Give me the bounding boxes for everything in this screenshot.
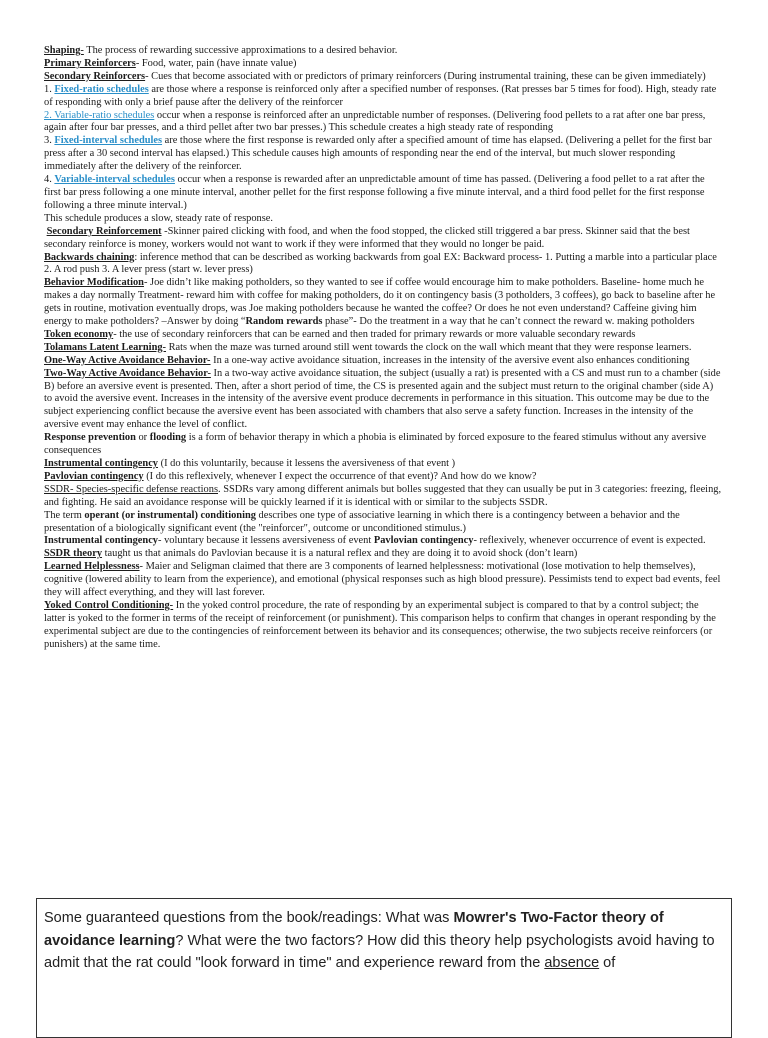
- operant-conditioning-entry: The term operant (or instrumental) conditioning describes one type of associative learning in which there is a contingency between a behavior and the presentation of a biologically significant event (the "reinforcer", outcome or unconditioned stimulus.): [44, 509, 680, 534]
- latent-learning-entry: Tolamans Latent Learning- Rats when the maze was turned around still went towards the clock on the wall which meant that they were response learners.: [44, 341, 692, 353]
- primary-reinforcers-term: Primary Reinforcers: [44, 57, 136, 69]
- latent-learning-term: Tolamans Latent Learning-: [44, 341, 167, 353]
- yoked-control-entry: Yoked Control Conditioning- In the yoked control procedure, the rate of responding by an experimental subject is compared to that by a control subject; the latter is yoked to the former in terms of the receipt of reinforcement (or punishment). This comparison helps to confirm that changes in operant responding by the experimental subject are due to the contingencies of reinforcement between its behavior and its consequences; otherwise, the two subjects receive reinforcers (or punishers) at the same time.: [44, 599, 716, 650]
- two-way-avoidance-term: Two-Way Active Avoidance Behavior-: [44, 367, 211, 379]
- flooding-entry: Response prevention or flooding is a form of behavior therapy in which a phobia is eliminated by forced exposure to the feared stimulus without any aversive consequences: [44, 432, 707, 457]
- variable-interval-entry: 4. Variable-interval schedules occur when a response is rewarded after an unpredictable amount of time has passed. (Delivering a food pellet to a rat after the first bar press following a one minute interval, another pellet for the first response following a five minute interval, and a third food pellet for the first response following a three minute interval.): [44, 174, 705, 211]
- one-way-avoidance-term: One-Way Active Avoidance Behavior-: [44, 354, 211, 366]
- pavlovian-contingency-bold: Pavlovian contingency: [373, 535, 474, 547]
- notes-page: [44, 45, 722, 652]
- variable-interval-link[interactable]: Variable-interval schedules: [54, 174, 175, 186]
- fixed-ratio-entry: 1. Fixed-ratio schedules are those where a response is reinforced only after a specified number of responses. (Rat presses bar 5 times for food). High, steady rate of responding with only a brief pause after the delivery of the reinforcer: [44, 83, 717, 108]
- instrumental-contingency-bold: Instrumental contingency: [44, 535, 159, 547]
- variable-interval-note: This schedule produces a slow, steady rate of response.: [44, 212, 274, 224]
- random-rewards-phrase: Random rewards: [245, 316, 323, 328]
- yoked-control-term: Yoked Control Conditioning-: [44, 599, 174, 611]
- fixed-interval-entry: 3. Fixed-interval schedules are those where the first response is rewarded only after a specified amount of time has elapsed. (Delivering a pellet for the first bar press after a 30 second interval has elapsed.) This schedule causes high amounts of responding near the end of the interval, but much slower responding immediately after the delivery of the reinforcer.: [44, 135, 712, 173]
- shaping-term: Shaping-: [44, 45, 84, 56]
- secondary-reinforcers-entry: Secondary Reinforcers- Cues that become associated with or predictors of primary reinforcers (During instrumental training, these can be given immediately): [44, 70, 706, 82]
- learned-helplessness-entry: Learned Helplessness- Maier and Seligman claimed that there are 3 components of learned helplessness: motivational (lose motivation to help themselves), cognitive (lowered ability to learn from the experience), and emotional (physical responses such as high blood pressure). Pessimists tend to expect bad events, feel they will affect everything, and they will last forever.: [44, 561, 721, 599]
- secondary-reinforcers-term: Secondary Reinforcers: [44, 70, 146, 82]
- secondary-reinforcement-term: Secondary Reinforcement: [46, 225, 162, 237]
- two-way-avoidance-entry: Two-Way Active Avoidance Behavior- In a two-way active avoidance situation, the subject (usually a rat) is presented with a CS and must run to a chamber (side B) before an aversive event is presented. Then, after a short period of time, the CS is presented again and the subject must return to the original chamber (side A) to avoid the aversive event. Increases in the intensity of the aversive event produce decrements in performance in this situation. This outcome may be due to the subject experiencing conflict because the aversive event has been associated with chambers that also serve a safety function. Increases in the intensity of the aversive event may enhance the level of conflict.: [44, 367, 721, 431]
- fixed-ratio-link[interactable]: Fixed-ratio schedules: [54, 83, 149, 95]
- ssdr-term: SSDR- Species-specific defense reactions: [44, 483, 218, 495]
- behavior-modification-entry: Behavior Modification- Joe didn’t like making potholders, so they wanted to see if coffee would encourage him to make potholders. Baseline- home much he makes a day normally Treatment- reward him with coffee for making potholders, do it on contingency basis (3 potholders, 3 coffees), go back to baseline after he gets in routine, motivation eventually drops, was Joe making potholders because he wanted the coffee? Or does he not even understand? Caffeine giving him energy to make potholders? –Answer by doing “Random rewards phase”- Do the treatment in a way that he can’t connect the reward w. making potholders: [44, 277, 716, 328]
- mowrer-theory-term: Mowrer's Two-Factor theory of avoidance learning: [44, 910, 664, 949]
- instrumental-contingency-term: Instrumental contingency: [44, 458, 159, 469]
- one-way-avoidance-entry: One-Way Active Avoidance Behavior- In a one-way active avoidance situation, increases in the intensity of the aversive event also enhances conditioning: [44, 354, 690, 366]
- token-economy-term: Token economy: [44, 328, 114, 340]
- variable-ratio-entry: 2. Variable-ratio schedules occur when a response is reinforced after an unpredictable number of responses. (Delivering food pellets to a rat after one bar press, again after four bar presses, and a third pellet after two bar presses.) This schedule creates a high steady rate of responding: [44, 109, 706, 134]
- variable-ratio-link[interactable]: 2. Variable-ratio schedules: [44, 109, 155, 121]
- pavlovian-contingency-term: Pavlovian contingency: [44, 470, 144, 482]
- absence-word: absence: [544, 955, 600, 971]
- behavior-modification-term: Behavior Modification: [44, 277, 144, 289]
- backwards-chaining-term: Backwards chaining: [44, 251, 135, 263]
- instrumental-contingency-entry: Instrumental contingency (I do this voluntarily, because it lessens the aversiveness of that event ): [44, 458, 456, 469]
- ssdr-theory-term: SSDR theory: [44, 548, 103, 560]
- operant-conditioning-term: operant (or instrumental) conditioning: [84, 509, 256, 521]
- pavlovian-contingency-entry: Pavlovian contingency (I do this reflexively, whenever I expect the occurrence of that event)? And how do we know?: [44, 470, 537, 482]
- flooding-term: flooding: [149, 432, 187, 444]
- guaranteed-questions-box: Some guaranteed questions from the book/readings: What was Mowrer's Two-Factor theory of avoidance learning? What were the two factors? How did this theory help psychologists avoid having to admit that the rat could "look forward in time" and experience reward from the absence of: [36, 898, 732, 1038]
- fixed-interval-link[interactable]: Fixed-interval schedules: [54, 135, 163, 147]
- primary-reinforcers-entry: Primary Reinforcers- Food, water, pain (have innate value): [44, 57, 297, 69]
- secondary-reinforcement-entry: Secondary Reinforcement -Skinner paired clicking with food, and when the food stopped, the clicked still triggered a bar press. Skinner said that the best secondary reinforce is money, workers would not want to work if they were informed that they would no longer be paid.: [44, 225, 690, 250]
- backwards-chaining-entry: Backwards chaining: inference method that can be described as working backwards from goal EX: Backward process- 1. Putting a marble into a particular place 2. A rod push 3. A lever press (start w. lever press): [44, 251, 717, 276]
- token-economy-entry: Token economy- the use of secondary reinforcers that can be earned and then traded for primary rewards or more valuable secondary rewards: [44, 328, 636, 340]
- response-prevention-term: Response prevention: [44, 432, 136, 444]
- contingencies-summary-entry: Instrumental contingency- voluntary because it lessens aversiveness of event Pavlovian contingency- reflexively, whenever occurrence of event is expected.: [44, 535, 706, 547]
- ssdr-entry: SSDR- Species-specific defense reactions. SSDRs vary among different animals but bolles suggested that they can usually be put in 3 categories: freezing, fleeing, and fighting. He said an avoidance response will be quickly learned if it is identical with or similar to the subjects SSDR.: [44, 483, 722, 508]
- learned-helplessness-term: Learned Helplessness: [44, 561, 140, 573]
- shaping-entry: Shaping- The process of rewarding successive approximations to a desired behavior.: [44, 45, 398, 56]
- ssdr-theory-entry: SSDR theory taught us that animals do Pavlovian because it is a natural reflex and they are doing it to avoid shock (don’t learn): [44, 548, 578, 560]
